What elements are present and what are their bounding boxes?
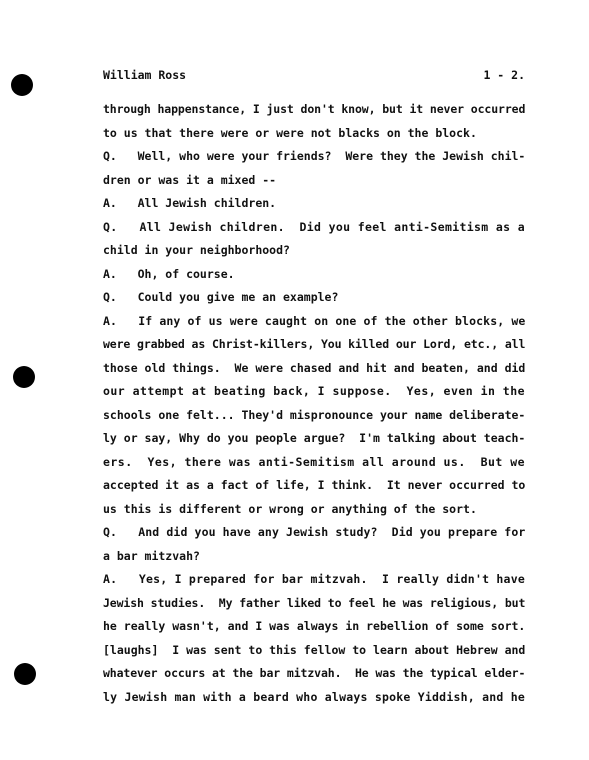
binder-hole [11, 74, 33, 96]
transcript-line: he really wasn't, and I was always in rebellion of some sort. [103, 619, 525, 633]
transcript-line: child in your neighborhood? [103, 243, 290, 257]
transcript-body [103, 98, 525, 709]
interviewee-name: William Ross [103, 68, 187, 82]
transcript-line: ly or say, Why do you people argue? I'm talking about teach- [103, 431, 525, 445]
transcript-line: ers. Yes, there was anti-Semitism all around us. But we [103, 454, 525, 469]
transcript-line: Jewish studies. My father liked to feel he was religious, but [103, 595, 525, 610]
transcript-line: dren or was it a mixed -- [103, 172, 277, 187]
transcript-line: a bar mitzvah? [103, 548, 200, 563]
transcript-line: Q. And did you have any Jewish study? Did you prepare for [103, 525, 525, 539]
transcript-line: to us that there were or were not blacks on the block. [103, 125, 477, 140]
transcript-line: [laughs] I was sent to this fellow to learn about Hebrew and [103, 642, 525, 657]
transcript-line: whatever occurs at the bar mitzvah. He was the typical elder- [103, 666, 525, 680]
transcript-line: A. If any of us were caught on one of the other blocks, we [103, 313, 525, 328]
transcript-line: schools one felt... They'd mispronounce your name deliberate- [103, 407, 525, 422]
transcript-line: our attempt at beating back, I suppose. Yes, even in the [103, 384, 525, 398]
transcript-line: those old things. We were chased and hit and beaten, and did [103, 360, 525, 375]
transcript-line: A. Oh, of course. [103, 266, 235, 281]
transcript-line: through happenstance, I just don't know, but it never occurred [103, 102, 525, 116]
transcript-line: Q. Could you give me an example? [103, 290, 339, 304]
transcript-line: ly Jewish man with a beard who always spoke Yiddish, and he [103, 689, 525, 704]
transcript-line: A. All Jewish children. [103, 196, 277, 210]
binder-hole [14, 663, 36, 685]
binder-hole [13, 366, 35, 388]
transcript-line: A. Yes, I prepared for bar mitzvah. I really didn't have [103, 572, 525, 586]
transcript-line: Q. All Jewish children. Did you feel anti-Semitism as a [103, 219, 525, 234]
page-header [103, 66, 525, 84]
transcript-line: accepted it as a fact of life, I think. It never occurred to [103, 478, 525, 492]
transcript-line: were grabbed as Christ-killers, You killed our Lord, etc., all [103, 337, 525, 351]
transcript-line: us this is different or wrong or anything of the sort. [103, 501, 477, 516]
transcript-line: Q. Well, who were your friends? Were they the Jewish chil- [103, 149, 525, 163]
page-number: 1 - 2. [483, 68, 525, 82]
